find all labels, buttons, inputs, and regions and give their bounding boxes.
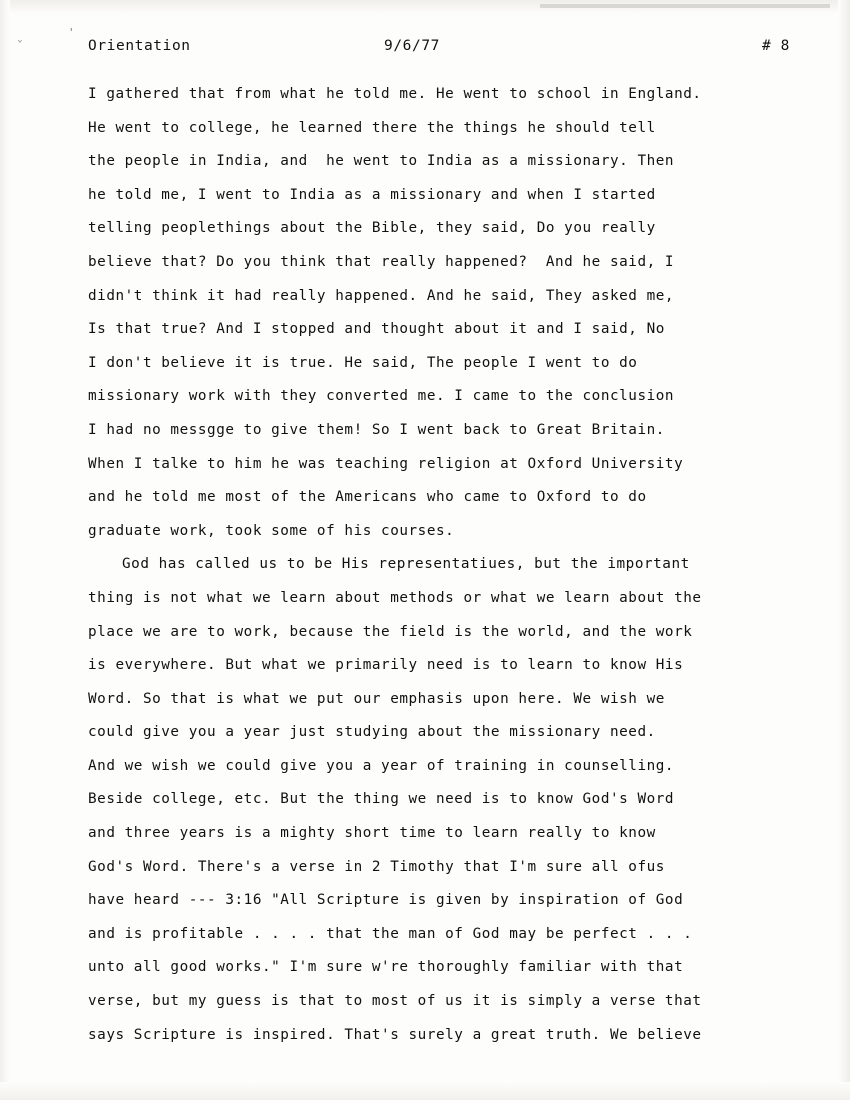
text-line: and three years is a mighty short time to learn really to know (88, 825, 656, 842)
text-line: God has called us to be His representatiues, but the important (122, 556, 690, 573)
page-edge-left (0, 0, 10, 1100)
text-line: could give you a year just studying about the missionary need. (88, 724, 656, 741)
text-line: believe that? Do you think that really happened? And he said, I (88, 253, 675, 270)
page-header (88, 38, 790, 60)
text-line: have heard --- 3:16 "All Scripture is given by inspiration of God (88, 892, 684, 909)
text-line: I gathered that from what he told me. He went to school in England. (88, 86, 702, 102)
text-line: he told me, I went to India as a missionary and when I started (88, 186, 656, 203)
scan-smudge (540, 4, 830, 8)
text-line: verse, but my guess is that to most of us it is simply a verse that (88, 993, 702, 1010)
text-line: is everywhere. But what we primarily need is to learn to know His (88, 657, 684, 674)
text-line: And we wish we could give you a year of training in counselling. (88, 757, 675, 774)
header-date: 9/6/77 (384, 38, 440, 54)
page-edge-right (838, 0, 850, 1100)
header-page-number: # 8 (762, 38, 790, 54)
text-line: and he told me most of the Americans who came to Oxford to do (88, 489, 647, 506)
header-title: Orientation (88, 38, 191, 54)
stray-mark-top: ' (68, 26, 75, 39)
text-line: I had no messgge to give them! So I went back to Great Britain. (88, 421, 665, 438)
text-line: Beside college, etc. But the thing we need is to know God's Word (88, 791, 675, 808)
text-line: says Scripture is inspired. That's surely a great truth. We believe (88, 1026, 702, 1043)
text-line: He went to college, he learned there the things he should tell (88, 119, 656, 136)
text-line: and is profitable . . . . that the man of God may be perfect . . . (88, 925, 693, 942)
text-line: missionary work with they converted me. I came to the conclusion (88, 388, 675, 405)
text-line: God's Word. There's a verse in 2 Timothy that I'm sure all ofus (88, 858, 665, 875)
text-line: thing is not what we learn about methods or what we learn about the (88, 589, 702, 606)
text-line: Is that true? And I stopped and thought about it and I said, No (88, 321, 665, 338)
text-line: When I talke to him he was teaching religion at Oxford University (88, 455, 684, 472)
stray-mark-left: ˇ (16, 40, 24, 55)
page-edge-bottom (0, 1082, 850, 1100)
text-line: place we are to work, because the field is the world, and the work (88, 623, 693, 640)
text-line: Word. So that is what we put our emphasis upon here. We wish we (88, 690, 665, 707)
text-line: graduate work, took some of his courses. (88, 522, 455, 539)
text-line: didn't think it had really happened. And he said, They asked me, (88, 287, 675, 304)
text-line: the people in India, and he went to India as a missionary. Then (88, 153, 675, 170)
text-line: unto all good works." I'm sure w're thoroughly familiar with that (88, 959, 684, 976)
text-line: telling peoplethings about the Bible, they said, Do you really (88, 220, 656, 237)
text-line: I don't believe it is true. He said, The people I went to do (88, 354, 638, 371)
document-body (88, 78, 788, 1052)
